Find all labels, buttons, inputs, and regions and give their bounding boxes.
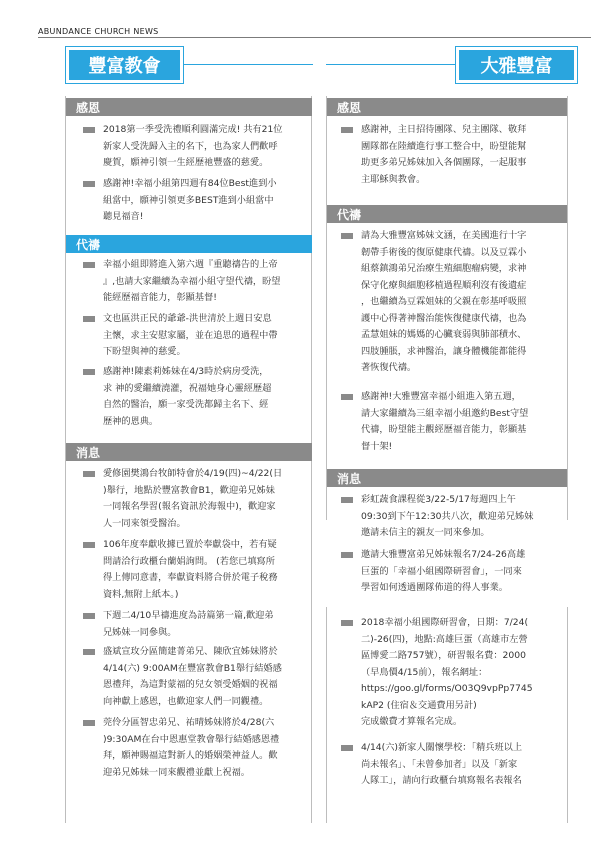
bullet-icon <box>341 127 353 133</box>
list-item: 感謝神，主日招待團隊、兒主團隊、敬拜 團隊都在陸續進行事工整合中，盼望能幫 助更多弟兄姊妹加入各個團隊，一起服事 主耶穌與教會。 <box>341 122 563 188</box>
bullet-icon <box>83 181 95 187</box>
list-item: 感謝神!大雅豐富幸福小組進入第五週， 請大家繼續為三組幸福小組邀約Best守望 代禱，盼望能主觀經歷福音能力，彰顯基 督十架! <box>341 389 563 455</box>
left-section-prayer-header: 代禱 <box>66 235 312 253</box>
list-item: 2018幸福小組國際研習會，日期：7/24( 二)-26(四)，地點:高雄巨蛋（高雄市左營 區博愛二路757號），研習報名費：2000 （早鳥價4/15前），報名網址： https://goo.gl/forms/O03Q9vpPp7745 kAP2 (住宿＆交通費用另計) 完成繳費才算報名完成。 <box>341 615 563 731</box>
masthead-rule <box>38 37 591 38</box>
right-section-prayer-header: 代禱 <box>327 205 567 223</box>
list-item: 莞伶分區智忠弟兄、祐晴姊妹將於4/28(六 )9:30AM在台中恩惠堂教會舉行結婚感恩禮 拜，願神賜福這對新人的婚姻榮神益人。歡 迎弟兄姊妹一同來觀禮並獻上祝福。 <box>83 715 308 781</box>
right-section-gratitude-header: 感恩 <box>327 98 567 116</box>
list-item: 請為大雅豐富姊妹文涵，在美國進行十字 韌帶手術後的復原健康代禱。以及豆霖小 組蔡鎮鴻弟兄治療生殖細胞瘤病變，求神 保守化療與細胞移植過程順利沒有後遺症 ，也繼續為豆霖姐妹的父親在彰基呼吸照 護中心得著神醫治能恢復健康代禱，也為 孟慧姐妹的媽媽的心臟衰弱與肺部積水、 四肢腫脹，求神醫治，讓身體機能都能得 著恢復代禱。 <box>341 228 563 377</box>
bullet-icon <box>341 552 353 558</box>
list-item: 4/14(六)新家人關懷學校：「精兵班以上 尚未報名」、「未曾參加者」以及「新家 人隊工」，請向行政櫃台填寫報名表報名 <box>341 740 563 790</box>
bullet-icon <box>341 394 353 400</box>
left-column-title: 豐富教會 <box>66 47 183 83</box>
list-item: 文也區洪正民的爺爺-洪世清於上週日安息 主懷，求主安慰家屬，並在追思的過程中帶 下盼望與神的慈愛。 <box>83 311 308 361</box>
masthead: ABUNDANCE CHURCH NEWS <box>38 27 159 36</box>
right-section-news-header: 消息 <box>327 469 567 487</box>
list-item: 下週二4/10早禱進度為詩篇第一篇,歡迎弟 兄姊妹一同參與。 <box>83 608 308 641</box>
list-item: 彩虹蔬食課程從3/22-5/17每週四上午 09:30到下午12:30共八次，歡迎弟兄姊妹 邀請未信主的親友一同來參加。 <box>341 492 563 542</box>
list-item: 邀請大雅豐富弟兄姊妹報名7/24-26高雄 巨蛋的「幸福小組國際研習會」，一同來 學習如何透過團隊佈道的得人事業。 <box>341 547 563 597</box>
list-item: 幸福小組即將進入第六週『重聽禱告的上帝 』,也請大家繼續為幸福小組守望代禱，盼望 能經歷福音能力，彰顯基督! <box>83 257 308 307</box>
bullet-icon <box>83 471 95 477</box>
left-section-gratitude-header: 感恩 <box>66 98 312 116</box>
bullet-icon <box>341 497 353 503</box>
list-item: 感謝神!陳素莉姊妹在4/3時於病房受洗， 求 神的愛繼續澆灌，祝福她身心靈經歷超 自然的醫治，願一家受洗都歸主名下、經 歷神的恩典。 <box>83 364 308 430</box>
bullet-icon <box>83 262 95 268</box>
bullet-icon <box>83 720 95 726</box>
bullet-icon <box>83 316 95 322</box>
list-item: 愛修園樊鴻台牧師特會於4/19(四)~4/22(日 )舉行，地點於豐富教會B1，歡迎弟兄姊妹 一同報名學習(報名資訊於海報中)，歡迎家 人一同來領受醫治。 <box>83 466 308 532</box>
bullet-icon <box>83 542 95 548</box>
banner-rule-left <box>183 64 313 65</box>
bullet-icon <box>83 127 95 133</box>
list-item: 盛斌宣玫分區簡建菁弟兄、陳欣宜姊妹將於 4/14(六) 9:00AM在豐富教會B1舉行結婚感 恩禮拜，為這對蒙福的兒女領受婚姻的祝福 向神獻上感恩，也歡迎家人們一同觀禮。 <box>83 644 308 710</box>
bullet-icon <box>341 745 353 751</box>
bullet-icon <box>341 620 353 626</box>
banner-rule-right <box>326 64 456 65</box>
right-column-title: 大雅豐富 <box>456 47 577 83</box>
list-item: 感謝神!幸福小組第四週有84位Best進到小 組當中，願神引領更多BEST進到小組當中 聽見福音! <box>83 176 308 226</box>
bullet-icon <box>83 369 95 375</box>
bullet-icon <box>83 613 95 619</box>
bullet-icon <box>83 649 95 655</box>
bullet-icon <box>341 233 353 239</box>
list-item: 106年度奉獻收據已置於奉獻袋中，若有疑 問請洽行政櫃台蘭娟詢問。 (若您已填寫所 得上傳同意書，奉獻資料將合併於電子稅務 資料,無附上紙本。) <box>83 537 308 603</box>
left-section-news-header: 消息 <box>66 443 312 461</box>
list-item: 2018第一季受洗禮順利圓滿完成! 共有21位 新家人受洗歸入主的名下，也為家人們歡呼 慶賀，願神引領一生經歷祂豐盛的慈愛。 <box>83 122 308 172</box>
